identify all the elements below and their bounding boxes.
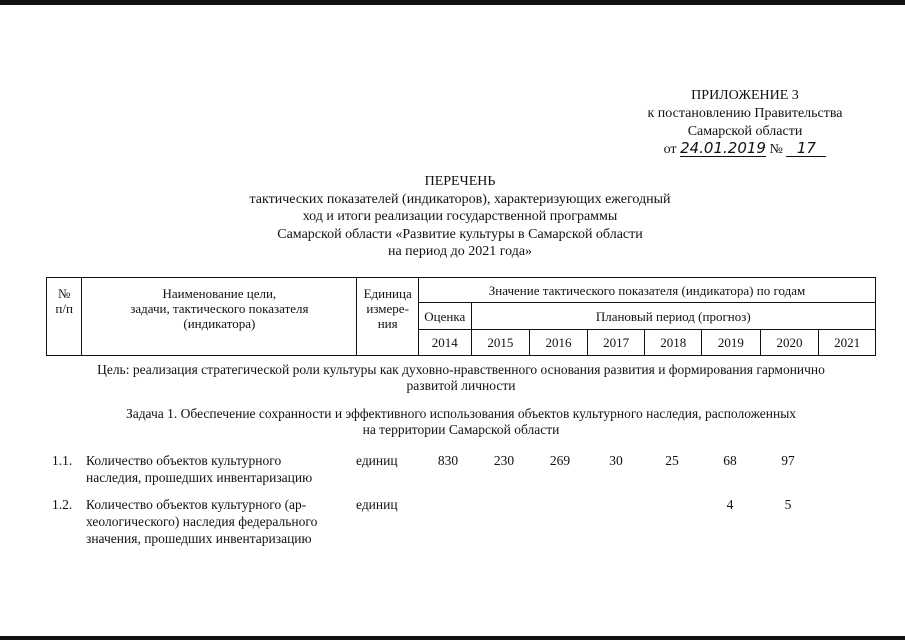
row-number: 1.2. xyxy=(52,497,73,512)
header-year-2015: 2015 xyxy=(471,330,530,356)
header-name-line-3: (индикатора) xyxy=(183,316,256,331)
row-value-2014: 830 xyxy=(437,453,459,468)
title-line-2: тактических показателей (индикаторов), характеризующих ежегодный xyxy=(249,191,671,207)
table-row xyxy=(52,452,882,492)
header-unit-line-2: измере- xyxy=(366,301,409,316)
header-year-2014: 2014 xyxy=(418,330,471,356)
title-line-5: на период до 2021 года» xyxy=(387,244,533,259)
row-name-line: наследия, прошедших инвентаризацию xyxy=(86,470,313,485)
header-year-2020: 2020 xyxy=(760,330,819,356)
header-values-title: Значение тактического показателя (индикатора) по годам xyxy=(418,278,875,303)
scan-bottom-border xyxy=(0,636,905,640)
row-name-line: Количество объектов культурного (ар- xyxy=(86,497,307,512)
title-line-3: ход и итоги реализации государственной программы xyxy=(302,209,618,224)
row-indicator-name xyxy=(86,496,356,547)
task-1-statement xyxy=(40,406,882,438)
row-value-2017: 30 xyxy=(609,453,623,468)
appendix-resolution: к постановлению Правительства xyxy=(647,106,843,121)
table-row xyxy=(52,496,882,552)
header-year-2017: 2017 xyxy=(587,330,645,356)
handwritten-date: 24.01.2019 xyxy=(680,139,766,157)
header-year-2018: 2018 xyxy=(645,330,702,356)
header-no-cell xyxy=(47,278,82,356)
header-no-abbr: п/п xyxy=(55,301,73,316)
goal-statement xyxy=(30,362,892,394)
row-value-2019: 68 xyxy=(723,453,737,468)
appendix-title: ПРИЛОЖЕНИЕ 3 xyxy=(691,88,799,103)
appendix-block xyxy=(600,87,890,159)
task-1-line-1: Задача 1. Обеспечение сохранности и эффективного использования объектов культурного наследия, расположенных xyxy=(125,406,797,421)
row-unit: единиц xyxy=(356,453,398,468)
indicators-table-header xyxy=(46,277,876,356)
header-year-2016: 2016 xyxy=(530,330,588,356)
scan-top-border xyxy=(0,0,905,5)
header-year-2019: 2019 xyxy=(702,330,761,356)
title-line-1: ПЕРЕЧЕНЬ xyxy=(424,174,496,189)
document-title xyxy=(200,173,720,261)
row-value-2020: 5 xyxy=(784,497,792,512)
row-name-line: значения, прошедших инвентаризацию xyxy=(86,531,312,546)
number-prefix: № xyxy=(769,142,783,157)
header-unit-line-3: ния xyxy=(377,316,398,331)
row-indicator-name xyxy=(86,452,356,486)
header-unit-cell xyxy=(357,278,419,356)
goal-line-2: развитой личности xyxy=(406,378,516,393)
row-value-2015: 230 xyxy=(493,453,515,468)
row-unit: единиц xyxy=(356,497,398,512)
date-prefix: от xyxy=(663,142,677,157)
header-planned-period: Плановый период (прогноз) xyxy=(471,303,875,330)
row-name-line: хеологического) наследия федерального xyxy=(86,514,318,529)
row-value-2018: 25 xyxy=(665,453,679,468)
handwritten-number: 17 xyxy=(786,141,826,157)
header-estimate: Оценка xyxy=(418,303,471,330)
goal-line-1: Цель: реализация стратегической роли культуры как духовно-нравственного основания развития и формирования гармонично xyxy=(97,362,825,377)
header-name-line-2: задачи, тактического показателя xyxy=(130,301,309,316)
row-value-2016: 269 xyxy=(549,453,571,468)
row-value-2019: 4 xyxy=(726,497,734,512)
header-no-symbol: № xyxy=(57,286,71,301)
header-name-cell xyxy=(82,278,357,356)
header-name-line-1: Наименование цели, xyxy=(162,286,277,301)
header-unit-line-1: Единица xyxy=(363,286,412,301)
row-value-2020: 97 xyxy=(781,453,795,468)
appendix-date-line xyxy=(600,141,890,159)
appendix-region: Самарской области xyxy=(687,124,803,139)
row-name-line: Количество объектов культурного xyxy=(86,453,282,468)
title-line-4: Самарской области «Развитие культуры в Самарской области xyxy=(277,226,643,242)
task-1-line-2: на территории Самарской области xyxy=(362,422,560,437)
row-number: 1.1. xyxy=(52,453,73,468)
header-year-2021: 2021 xyxy=(819,330,876,356)
